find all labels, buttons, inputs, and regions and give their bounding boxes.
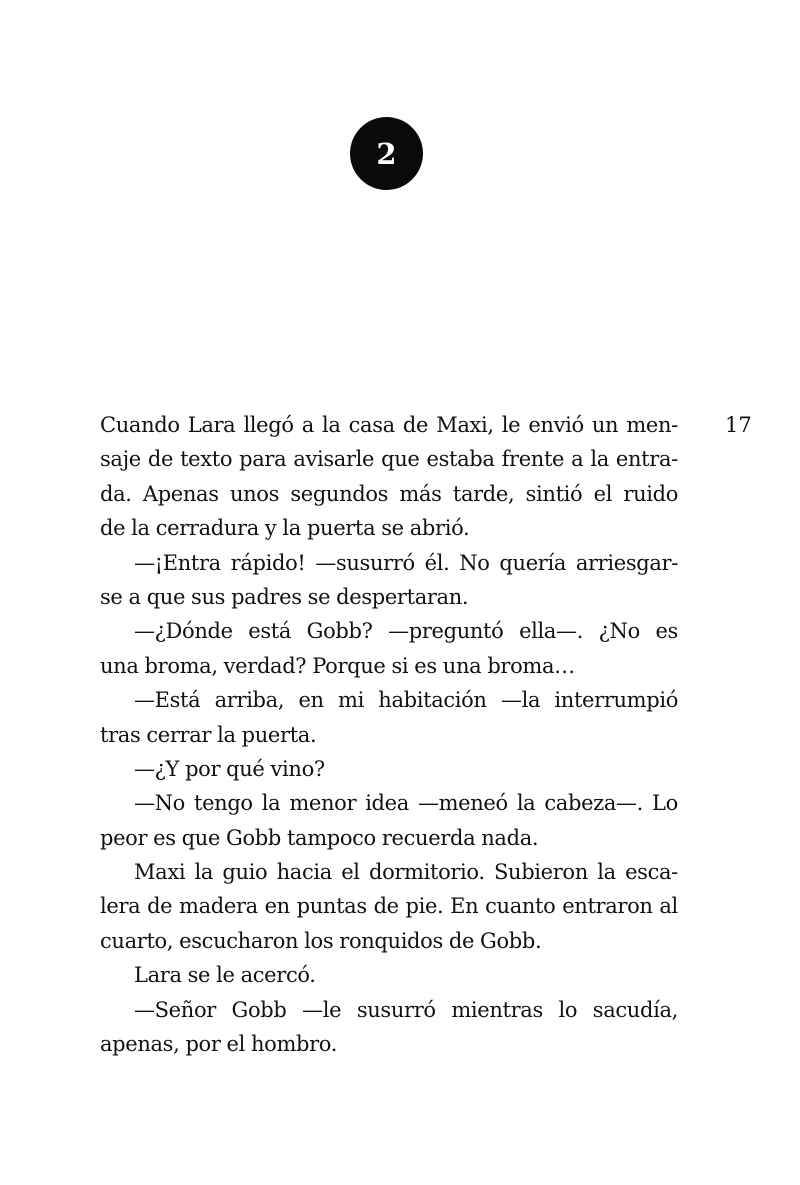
text-line: una broma, verdad? Porque si es una broma… [100, 653, 575, 678]
text-line: —¡Entra rápido! —susurró él. No quería arriesgar- [134, 550, 678, 575]
body-text [100, 408, 678, 1061]
text-line: se a que sus padres se despertaran. [100, 584, 469, 609]
text-line: de la cerradura y la puerta se abrió. [100, 516, 470, 541]
chapter-number-badge: 2 [350, 117, 423, 190]
text-line: apenas, por el hombro. [100, 1032, 338, 1057]
text-line: Maxi la guio hacia el dormitorio. Subieron la esca- [134, 860, 678, 885]
text-line: —Señor Gobb —le susurró mientras lo sacudía, [134, 997, 678, 1022]
text-line: lera de madera en puntas de pie. En cuanto entraron al [100, 894, 678, 919]
text-line: —No tengo la menor idea —meneó la cabeza—. Lo [134, 791, 678, 816]
text-line: peor es que Gobb tampoco recuerda nada. [100, 825, 539, 850]
text-line: Cuando Lara llegó a la casa de Maxi, le envió un men- [100, 413, 678, 437]
text-line: tras cerrar la puerta. [100, 722, 317, 747]
text-line: —Está arriba, en mi habitación —la interrumpió [134, 688, 678, 713]
text-line: —¿Dónde está Gobb? —preguntó ella—. ¿No es [134, 619, 678, 644]
text-line: cuarto, escucharon los ronquidos de Gobb. [100, 928, 542, 953]
page-number: 17 [725, 413, 752, 437]
text-line: —¿Y por qué vino? [134, 756, 325, 781]
text-line: da. Apenas unos segundos más tarde, sintió el ruido [100, 481, 678, 506]
text-line: saje de texto para avisarle que estaba frente a la entra- [100, 447, 678, 472]
text-line: Lara se le acercó. [134, 963, 316, 988]
